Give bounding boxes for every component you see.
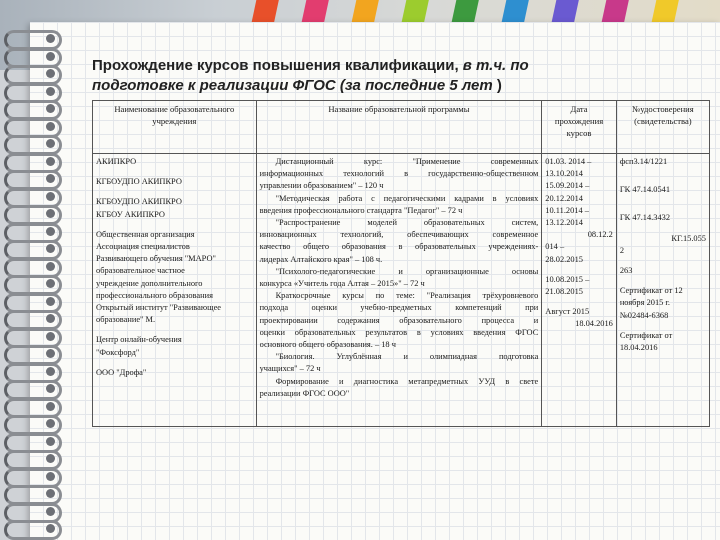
program-line: Формирование и диагностика метапредметных УУД в свете (275, 376, 539, 386)
institution-line: Ассоциация специалистов (96, 242, 190, 252)
certificate-line: ноября 2015 г. (619, 298, 670, 308)
certificate-line: Сертификат от (619, 330, 673, 340)
program-line: качество общего образования в образовательных учреждениях- (259, 242, 539, 252)
certificates-cell (616, 154, 709, 427)
punch-hole (46, 367, 55, 376)
date-line: 28.02.2015 (545, 254, 583, 264)
punch-hole (46, 104, 55, 113)
program-line: Дистанционный курс: "Применение современных (275, 157, 539, 166)
punch-hole (46, 454, 55, 463)
dates-cell (542, 154, 617, 427)
punch-hole (46, 244, 55, 253)
date-line: 10.11.2014 – (545, 205, 589, 215)
program-line: Краткосрочные курсы по теме: "Реализация трёхуровневого (275, 291, 539, 301)
header-certificate: №удостоверения (свидетельства) (616, 101, 709, 154)
punch-hole (46, 419, 55, 428)
punch-hole (46, 297, 55, 306)
punch-hole (46, 192, 55, 201)
institution-line: профессионального образования (96, 290, 213, 300)
date-line: 13.10.2014 (545, 169, 583, 179)
punch-hole (46, 314, 55, 323)
date-line: 08.12.2 (587, 230, 613, 240)
header-institution: Наименование образовательного учреждения (93, 101, 257, 154)
date-line: 18.04.2016 (575, 319, 613, 329)
table-header-row (93, 101, 710, 154)
program-line: информационных технологий в государственно-общественном (259, 169, 539, 179)
certificate-line: 18.04.2016 (619, 343, 658, 353)
punch-hole (46, 87, 55, 96)
institution-line: КГБОУ АКИПКРО (96, 209, 165, 219)
certificate-line: 263 (619, 266, 633, 276)
date-line: Август 2015 (545, 307, 590, 317)
title-line2: подготовке к реализации ФГОС (за последние 5 лет (92, 77, 497, 94)
punch-hole (46, 489, 55, 498)
certificate-line: ГК 47.14.0541 (619, 185, 671, 195)
date-line: 21.08.2015 (545, 287, 583, 297)
punch-hole (46, 472, 55, 481)
program-line: проектировании содержания образовательного процесса и (259, 315, 539, 325)
date-line: 01.03. 2014 – (545, 157, 592, 166)
institution-line: АКИПКРО (96, 157, 137, 166)
certificate-line: КГ.15.055 (671, 233, 706, 243)
program-line: оценки образовательных результатов в условиях введения ФГОС (259, 327, 539, 337)
program-line: введения профессионального стандарта "Педагог" – 72 ч (259, 205, 463, 215)
date-line: 15.09.2014 – (545, 181, 590, 191)
programs-cell (256, 154, 542, 427)
date-line: 014 – (545, 242, 565, 252)
program-line: "Психолого-педагогические и организационные основы (275, 266, 539, 276)
title-line1-italic: в т.ч. по (462, 57, 529, 74)
institution-line: "Фоксфорд" (96, 347, 140, 357)
program-line: управлении образованием" – 120 ч (259, 181, 384, 191)
certificate-line: 2 (619, 245, 624, 255)
institution-line: образовательное частное (96, 266, 185, 276)
table-body-row (93, 154, 710, 427)
institution-line: Развивающего обучения "МАРО" (96, 254, 216, 264)
program-line: "Методическая работа с педагогическими кадрами в условиях (275, 193, 539, 203)
program-line: "Биология. Углублённая и олимпиадная подготовка (275, 352, 539, 362)
punch-hole (46, 52, 55, 61)
program-line: лидерах Алтайского края" – 108 ч. (259, 254, 383, 264)
date-line: 20.12.2014 (545, 193, 583, 203)
program-line: инновационных технологий, обеспечивающих современное (259, 230, 539, 240)
header-program: Название образовательной программы (256, 101, 542, 154)
institution-line: Центр онлайн-обучения (96, 335, 182, 345)
punch-hole (46, 384, 55, 393)
institution-line: Общественная организация (96, 229, 195, 239)
institution-line: учреждение дополнительного (96, 278, 203, 288)
program-line: подхода оценки учебно-предметных компетенций при (259, 303, 539, 313)
certificate-line: №02484-6368 (619, 310, 669, 320)
punch-hole (46, 34, 55, 43)
institutions-cell (93, 154, 257, 427)
header-date: Дата прохождения курсов (542, 101, 617, 154)
punch-hole (46, 279, 55, 288)
title-line2-end: ) (496, 77, 502, 94)
punch-hole (46, 209, 55, 218)
institution-line: ООО "Дрофа" (96, 367, 147, 377)
program-line: основного общего образования. – 18 ч (259, 340, 396, 350)
title-line1: Прохождение курсов повышения квалификации, (92, 57, 463, 74)
certificate-line: Сертификат от 12 (619, 286, 683, 296)
punch-hole (46, 122, 55, 131)
date-line: 13.12.2014 (545, 218, 583, 228)
courses-table (92, 100, 710, 427)
punch-hole (46, 507, 55, 516)
punch-hole (46, 524, 55, 533)
spiral-binding (0, 30, 60, 540)
institution-line: КГБОУДПО АКИПКРО (96, 177, 182, 187)
program-line: конкурса «Учитель года Алтая – 2015»" – 72 ч (259, 279, 425, 289)
page-title (92, 56, 692, 96)
date-line: 10.08.2015 – (545, 274, 590, 284)
punch-hole (46, 69, 55, 78)
punch-hole (46, 262, 55, 271)
punch-hole (46, 157, 55, 166)
certificate-line: фсп3.14/1221 (619, 157, 668, 166)
punch-hole (46, 174, 55, 183)
certificate-line: ГК 47.14.3432 (619, 213, 671, 223)
punch-hole (46, 139, 55, 148)
program-line: реализации ФГОС ООО" (259, 388, 350, 398)
punch-hole (46, 349, 55, 358)
program-line: учащихся" – 72 ч (259, 364, 321, 374)
program-line: "Распространение моделей образовательных систем, (275, 218, 539, 228)
institution-line: образование" М. (96, 315, 156, 325)
punch-hole (46, 332, 55, 341)
institution-line: КГБОУДПО АКИПКРО (96, 197, 182, 207)
punch-hole (46, 402, 55, 411)
punch-hole (46, 437, 55, 446)
institution-line: Открытый институт "Развивающее (96, 303, 222, 313)
punch-hole (46, 227, 55, 236)
